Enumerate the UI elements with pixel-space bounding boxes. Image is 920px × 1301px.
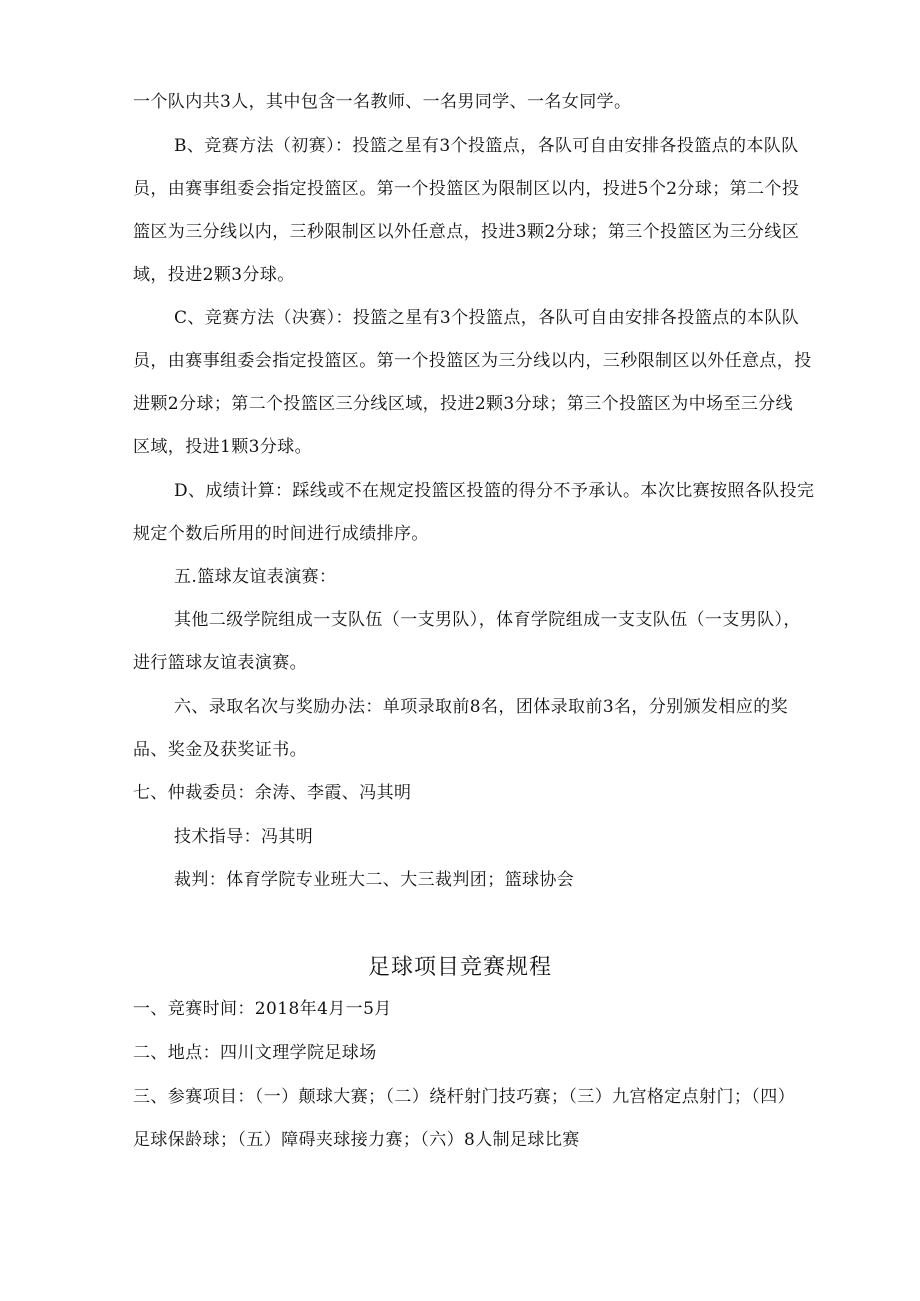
paragraph-line: 篮区为三分线以内，三秒限制区以外任意点，投进3颗2分球；第三个投篮区为三分线区 [133,222,800,242]
paragraph-line: 员，由赛事组委会指定投篮区。第一个投篮区为三分线以内，三秒限制区以外任意点，投 [133,351,812,371]
team-composition-text: 一个队内共3人，其中包含一名教师、一名男同学、一名女同学。 [133,92,632,112]
football-section-title: 足球项目竞赛规程 [367,955,552,980]
football-time: 一、竞赛时间：2018年4月一5月 [133,999,392,1019]
paragraph-line: 足球保龄球；（五）障碍夹球接力赛；（六）8人制足球比赛 [133,1130,580,1150]
paragraph-line: 品、奖金及获奖证书。 [133,740,307,760]
paragraph-line: 规定个数后所用的时间进行成绩排序。 [133,524,429,544]
paragraph-line: 其他二级学院组成一支队伍（一支男队），体育学院组成一支支队伍（一支男队）， [174,610,801,630]
technical-guide: 技术指导：冯其明 [174,827,314,847]
paragraph-line: 三、参赛项目：（一）颠球大赛；（二）绕杆射门技巧赛；（三）九宫格定点射门；（四） [133,1087,795,1107]
paragraph-line: D、成绩计算：踩线或不在规定投篮区投篮的得分不予承认。本次比赛按照各队投完 [174,481,815,501]
referee-info: 裁判：体育学院专业班大二、大三裁判团；篮球协会 [174,870,575,890]
paragraph-line: C、竞赛方法（决赛）：投篮之星有3个投篮点，各队可自由安排各投篮点的本队队 [174,308,800,328]
paragraph-line: 进行篮球友谊表演赛。 [133,653,307,673]
paragraph-line: 进颗2分球；第二个投篮区三分线区域，投进2颗3分球；第三个投篮区为中场至三分线 [133,394,794,414]
paragraph-line: 员，由赛事组委会指定投篮区。第一个投篮区为限制区以内，投进5个2分球；第二个投 [133,179,800,199]
exhibition-heading: 五.篮球友谊表演赛： [174,567,337,587]
paragraph-line: 域，投进2颗3分球。 [133,265,295,285]
paragraph-line: 六、录取名次与奖励办法：单项录取前8名，团体录取前3名，分别颁发相应的奖 [174,697,789,717]
football-location: 二、地点：四川文理学院足球场 [133,1043,377,1063]
paragraph-line: 区域，投进1颗3分球。 [133,437,313,457]
arbitration-committee: 七、仲裁委员：余涛、李霞、冯其明 [133,783,412,803]
paragraph-line: B、竞赛方法（初赛）：投篮之星有3个投篮点，各队可自由安排各投篮点的本队队 [174,136,799,156]
